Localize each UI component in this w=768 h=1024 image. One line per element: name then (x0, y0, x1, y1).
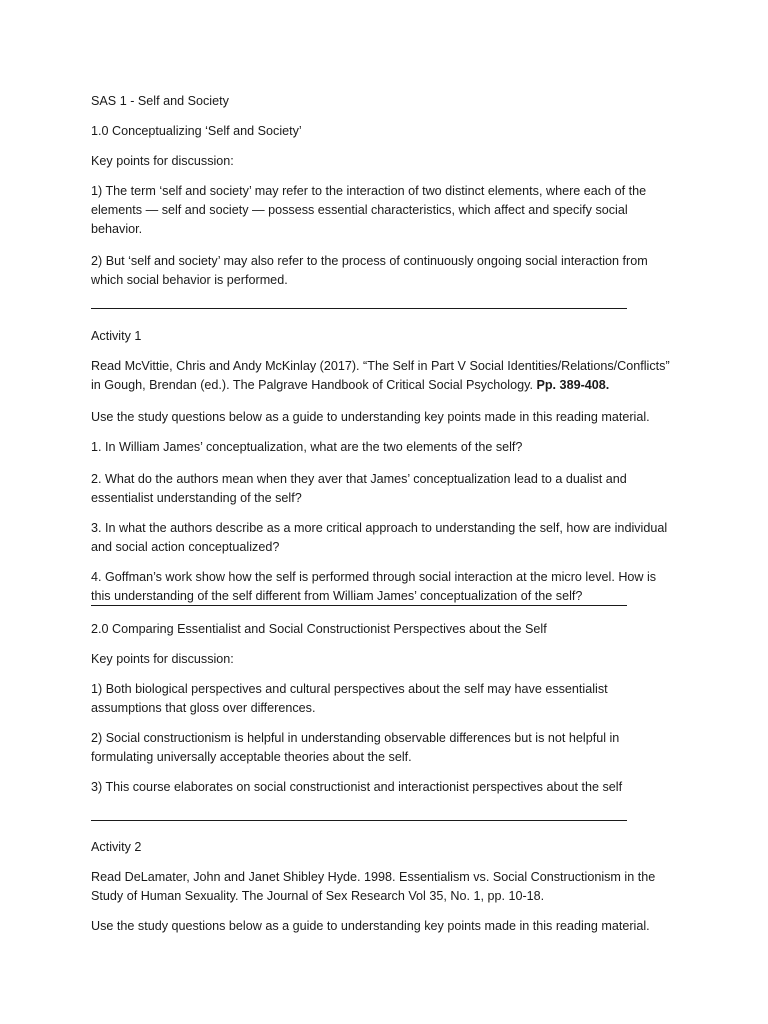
divider-rule (91, 820, 627, 821)
activity-2-guide: Use the study questions below as a guide to understanding key points made in this reading material. (91, 919, 650, 933)
section-2-point-1: 1) Both biological perspectives and cultural perspectives about the self may have essentialist assumptions that gloss over differences. (91, 682, 608, 715)
activity-2-heading: Activity 2 (91, 840, 142, 854)
activity-1-question-4: 4. Goffman’s work show how the self is performed through social interaction at the micro level. How is this understanding of the self different from William James’ conceptualization of the self? (91, 570, 657, 603)
activity-1-reading-pages: Pp. 389-408. (536, 378, 610, 392)
activity-1-reading-citation: Read McVittie, Chris and Andy McKinlay (2017). “The Self in Part V Social Identities/Relations/Conflicts” in Gough, Brendan (ed.). The Palgrave Handbook of Critical Social Psychology. (91, 359, 670, 392)
activity-1-question-1: 1. In William James’ conceptualization, what are the two elements of the self? (91, 440, 523, 454)
activity-1-question-3: 3. In what the authors describe as a more critical approach to understanding the self, how are individual and social action conceptualized? (91, 521, 668, 554)
activity-1-heading: Activity 1 (91, 329, 142, 343)
section-1-point-2: 2) But ‘self and society’ may also refer to the process of continuously ongoing social interaction from which social behavior is performed. (91, 254, 648, 287)
section-2-point-2: 2) Social constructionism is helpful in understanding observable differences but is not helpful in formulating universally acceptable theories about the self. (91, 731, 620, 764)
section-1-point-1: 1) The term ‘self and society’ may refer to the interaction of two distinct elements, where each of the elements — self and society — possess essential characteristics, which affect and specify social behavior. (91, 184, 647, 236)
divider-rule (91, 308, 627, 309)
section-2-heading: 2.0 Comparing Essentialist and Social Constructionist Perspectives about the Self (91, 622, 547, 636)
activity-1-guide: Use the study questions below as a guide to understanding key points made in this reading material. (91, 410, 650, 424)
section-1-key-points-label: Key points for discussion: (91, 154, 234, 168)
section-2-key-points-label: Key points for discussion: (91, 652, 234, 666)
section-1-heading: 1.0 Conceptualizing ‘Self and Society’ (91, 124, 302, 138)
section-2-point-3: 3) This course elaborates on social constructionist and interactionist perspectives about the self (91, 780, 623, 794)
activity-2-reading: Read DeLamater, John and Janet Shibley Hyde. 1998. Essentialism vs. Social Constructionism in the Study of Human Sexuality. The Journal of Sex Research Vol 35, No. 1, pp. 10-18. (91, 870, 656, 903)
document-title: SAS 1 - Self and Society (91, 94, 229, 108)
activity-1-reading (91, 357, 677, 395)
activity-1-question-2: 2. What do the authors mean when they aver that James’ conceptualization lead to a dualist and essentialist understanding of the self? (91, 472, 627, 505)
document-body (91, 92, 677, 947)
